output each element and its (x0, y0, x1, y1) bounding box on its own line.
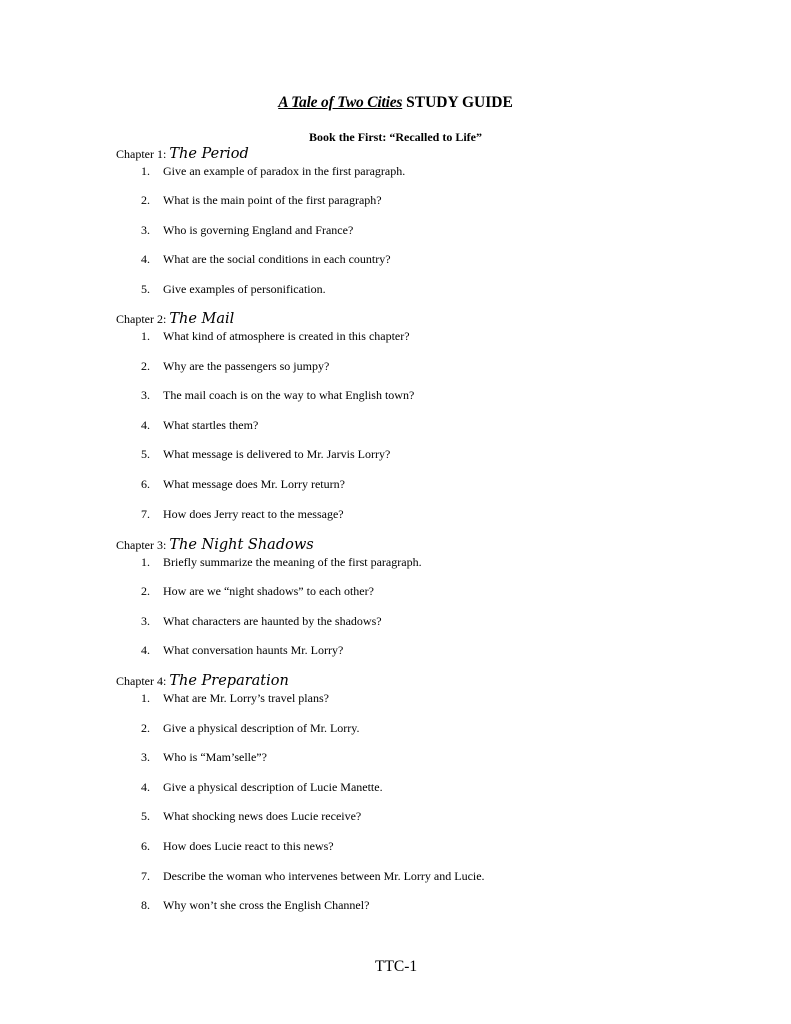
question-number: 4. (141, 418, 150, 432)
question-number: 1. (141, 164, 150, 178)
question-text: Give a physical description of Mr. Lorry. (163, 721, 360, 735)
question-text: Why won’t she cross the English Channel? (163, 898, 370, 912)
question-text: What message does Mr. Lorry return? (163, 477, 345, 491)
question-text: What is the main point of the first paragraph? (163, 193, 382, 207)
question-number: 2. (141, 721, 150, 735)
chapter-heading (116, 311, 234, 327)
question-number: 3. (141, 223, 150, 237)
question-text: What shocking news does Lucie receive? (163, 809, 362, 823)
question-number: 7. (141, 869, 150, 883)
question-text: Describe the woman who intervenes between Mr. Lorry and Lucie. (163, 869, 485, 883)
page-title (0, 94, 791, 112)
question-number: 3. (141, 750, 150, 764)
title-suffix: STUDY GUIDE (402, 94, 513, 111)
chapter-label: Chapter 4: (116, 674, 167, 688)
question-text: How does Lucie react to this news? (163, 839, 334, 853)
chapter-label: Chapter 1: (116, 147, 167, 161)
question-number: 5. (141, 447, 150, 461)
question-text: What message is delivered to Mr. Jarvis Lorry? (163, 447, 391, 461)
question-text: Why are the passengers so jumpy? (163, 359, 330, 373)
question-number: 2. (141, 359, 150, 373)
chapter-name: The Preparation (169, 673, 289, 689)
question-text: What startles them? (163, 418, 259, 432)
question-number: 6. (141, 839, 150, 853)
chapter-name: The Period (169, 146, 249, 162)
question-number: 1. (141, 691, 150, 705)
question-text: The mail coach is on the way to what English town? (163, 388, 415, 402)
page-number: TTC-1 (375, 958, 418, 975)
chapter-heading (116, 537, 314, 553)
question-text: What kind of atmosphere is created in this chapter? (163, 329, 410, 343)
question-number: 2. (141, 193, 150, 207)
question-number: 3. (141, 614, 150, 628)
question-number: 4. (141, 780, 150, 794)
book-subtitle: Book the First: “Recalled to Life” (309, 130, 482, 144)
question-text: Briefly summarize the meaning of the first paragraph. (163, 555, 422, 569)
question-text: How are we “night shadows” to each other? (163, 584, 374, 598)
question-text: What are the social conditions in each country? (163, 252, 391, 266)
question-number: 4. (141, 643, 150, 657)
question-text: Who is “Mam’selle”? (163, 750, 267, 764)
chapter-label: Chapter 2: (116, 312, 167, 326)
question-text: What are Mr. Lorry’s travel plans? (163, 691, 329, 705)
chapter-name: The Night Shadows (169, 537, 314, 553)
question-number: 7. (141, 507, 150, 521)
question-text: Give a physical description of Lucie Manette. (163, 780, 383, 794)
question-number: 8. (141, 898, 150, 912)
question-text: Give examples of personification. (163, 282, 326, 296)
question-text: Who is governing England and France? (163, 223, 354, 237)
question-number: 2. (141, 584, 150, 598)
chapter-heading (116, 673, 289, 689)
question-text: What characters are haunted by the shadows? (163, 614, 382, 628)
chapter-name: The Mail (169, 311, 235, 327)
question-number: 3. (141, 388, 150, 402)
question-number: 1. (141, 329, 150, 343)
chapter-heading (116, 146, 249, 162)
question-number: 4. (141, 252, 150, 266)
question-text: What conversation haunts Mr. Lorry? (163, 643, 344, 657)
question-number: 1. (141, 555, 150, 569)
question-text: Give an example of paradox in the first paragraph. (163, 164, 406, 178)
question-number: 5. (141, 809, 150, 823)
chapter-label: Chapter 3: (116, 538, 167, 552)
book-title: A Tale of Two Cities (278, 94, 403, 111)
question-number: 5. (141, 282, 150, 296)
question-text: How does Jerry react to the message? (163, 507, 344, 521)
question-number: 6. (141, 477, 150, 491)
